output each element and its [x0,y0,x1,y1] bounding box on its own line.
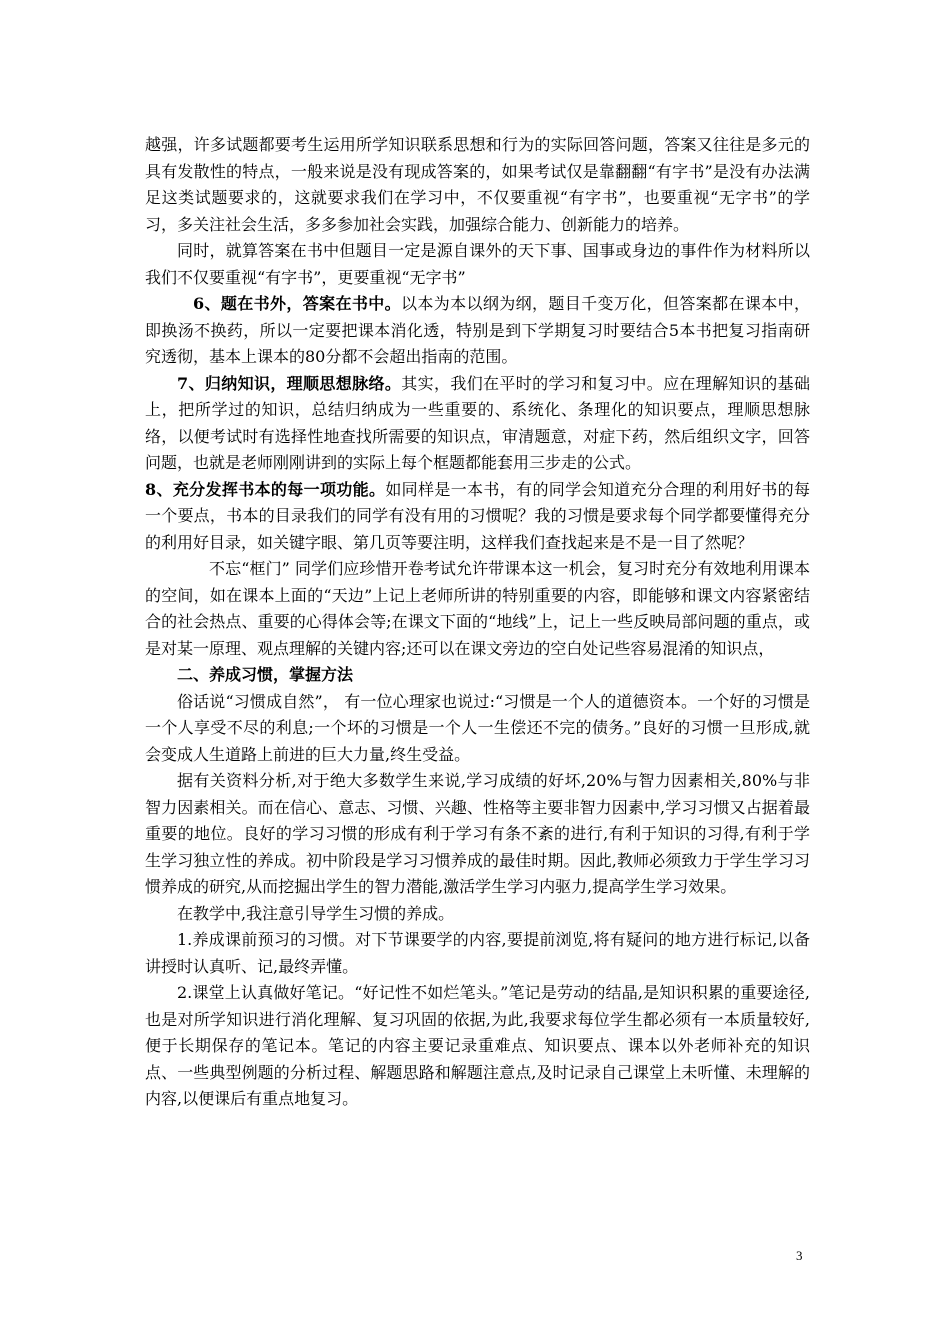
chapter-heading: 二、养成习惯，掌握方法 [177,665,354,684]
paragraph-11 [145,927,810,980]
paragraph-text: 同时，就算答案在书中但题目一定是源自课外的天下事、国事或身边的事件作为材料所以我们不仅要重视“有字书”，更要重视“无字书” [145,241,810,287]
paragraph-text: 1.养成课前预习的习惯。对下节课要学的内容,要提前浏览,将有疑问的地方进行标记,以备讲授时认真听、记,最终弄懂。 [145,930,810,976]
paragraph-3 [145,291,810,371]
paragraph-7 [145,662,810,689]
paragraph-text: 其实，我们在平时的学习和复习中。应在理解知识的基础上，把所学过的知识，总结归纳成为一些重要的、系统化、条理化的知识要点，理顺思想脉络，以便考试时有选择性地查找所需要的知识点，审清题意，对症下药，然后组织文字，回答问题，也就是老师刚刚讲到的实际上每个框题都能套用三步走的公式。 [145,373,810,472]
paragraph-12 [145,980,810,1113]
paragraph-text: 俗话说“习惯成自然”， 有一位心理家也说过:“习惯是一个人的道德资本。一个好的习惯是一个人享受不尽的利息;一个坏的习惯是一个人一生偿还不完的债务。”良好的习惯一旦形成,就会变成人生道路上前进的巨大力量,终生受益。 [145,691,810,764]
paragraph-text: 如同样是一本书，有的同学会知道充分合理的利用好书的每一个要点，书本的目录我们的同学有没有用的习惯呢？我的习惯是要求每个同学都要懂得充分的利用好目录，如关键字眼、第几页等要注明，这样我们查找起来是不是一目了然呢？ [145,479,810,552]
paragraph-text: 不忘“框门” 同学们应珍惜开卷考试允许带课本这一机会，复习时充分有效地利用课本的空间，如在课本上面的“天边”上记上老师所讲的特别重要的内容，即能够和课文内容紧密结合的社会热点、重要的心得体会等;在课文下面的“地线”上，记上一些反映局部问题的重点，或是对某一原理、观点理解的关键内容;还可以在课文旁边的空白处记些容易混淆的知识点， [145,559,810,658]
paragraph-text: 2.课堂上认真做好笔记。“好记性不如烂笔头。”笔记是劳动的结晶,是知识积累的重要途径,也是对所学知识进行消化理解、复习巩固的依据,为此,我要求每位学生都必须有一本质量较好,便于长期保存的笔记本。笔记的内容主要记录重难点、知识要点、课本以外老师补充的知识点、一些典型例题的分析过程、解题思路和解题注意点,及时记录自己课堂上未听懂、未理解的内容,以便课后有重点地复习。 [145,983,810,1108]
paragraph-6 [145,556,810,662]
paragraph-9 [145,768,810,901]
section-heading: 7、归纳知识，理顺思想脉络。 [177,373,402,393]
paragraph-text: 越强，许多试题都要考生运用所学知识联系思想和行为的实际回答问题，答案又往往是多元的具有发散性的特点，一般来说是没有现成答案的，如果考试仅是靠翻翻“有字书”是没有办法满足这类试题要求的，这就要求我们在学习中，不仅要重视“有字书”，也要重视“无字书”的学习，多关注社会生活，多多参加社会实践，加强综合能力、创新能力的培养。 [145,135,810,234]
paragraph-8 [145,689,810,769]
paragraph-10 [145,901,810,928]
body-text [145,132,810,1113]
paragraph-1 [145,132,810,238]
section-heading: 6、题在书外，答案在书中。 [193,294,401,313]
paragraph-text: 在教学中,我注意引导学生习惯的养成。 [177,903,455,923]
section-heading: 8、充分发挥书本的每一项功能。 [145,479,386,499]
paragraph-4 [145,371,810,477]
page-number: 3 [796,1248,803,1263]
paragraph-text: 以本为本以纲为纲，题目千变万化，但答案都在课本中，即换汤不换药，所以一定要把课本消化透，特别是到下学期复习时要结合5本书把复习指南研究透彻，基本上课本的80分都不会超出指南的范围。 [145,294,810,366]
paragraph-2 [145,238,810,291]
paragraph-text: 据有关资料分析,对于绝大多数学生来说,学习成绩的好坏,20%与智力因素相关,80%与非智力因素相关。而在信心、意志、习惯、兴趣、性格等主要非智力因素中,学习习惯又占据着最重要的地位。良好的学习习惯的形成有利于学习有条不紊的进行,有利于知识的习得,有利于学生学习独立性的养成。初中阶段是学习习惯养成的最佳时期。因此,教师必须致力于学生学习习惯养成的研究,从而挖掘出学生的智力潜能,激活学生学习内驱力,提高学生学习效果。 [145,771,810,896]
paragraph-5 [145,477,810,557]
